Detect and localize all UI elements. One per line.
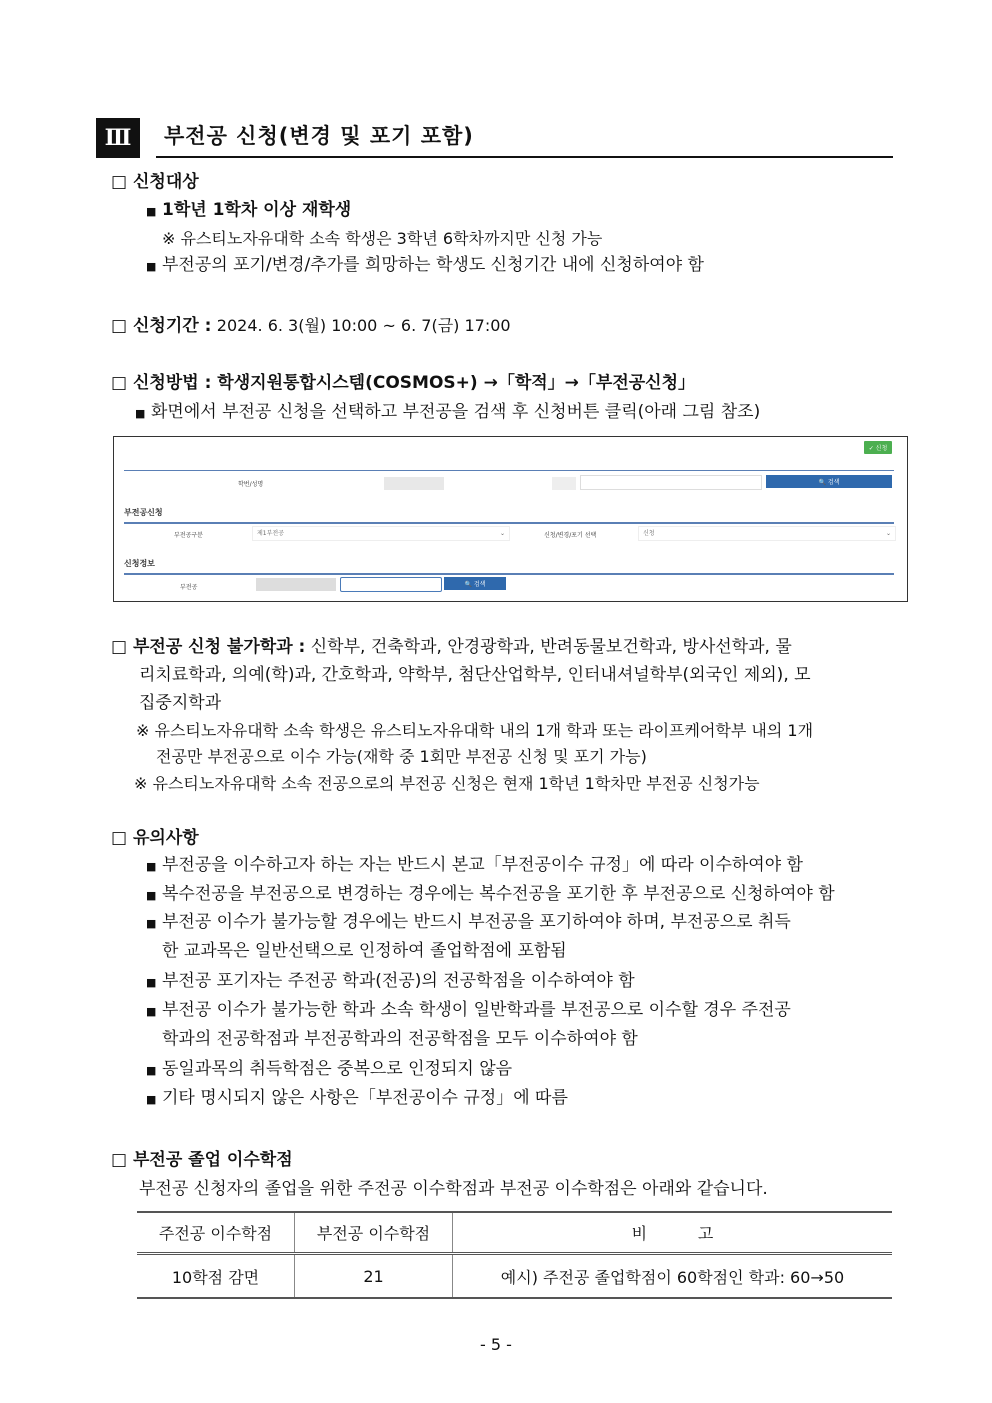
search-button[interactable]: 🔍 검색 — [766, 475, 892, 488]
panel-divider-1 — [124, 522, 894, 524]
minor-code-field[interactable] — [256, 578, 336, 591]
panel-minor-apply-title: 부전공신청 — [124, 508, 163, 517]
notes-item-3-cont: 한 교과목은 일반선택으로 인정하여 졸업학점에 포함됨 — [162, 941, 567, 961]
table-header: 부전공 이수학점 — [295, 1212, 453, 1254]
system-screenshot — [113, 436, 908, 602]
credits-heading: □ 부전공 졸업 이수학점 — [111, 1150, 293, 1170]
period-line: □ 신청기간 : 2024. 6. 3(월) 10:00 ~ 6. 7(금) 17:00 — [111, 316, 511, 336]
notes-item-7: ■ 기타 명시되지 않은 사항은「부전공이수 규정」에 따름 — [146, 1088, 568, 1108]
restricted-line-3: 집중지학과 — [139, 693, 222, 713]
page-number: - 5 - — [480, 1335, 512, 1354]
minor-type-select[interactable]: 제1부전공 ⌄ — [252, 526, 510, 541]
student-name-field[interactable] — [552, 477, 576, 490]
notes-item-3: ■ 부전공 이수가 불가능할 경우에는 반드시 부전공을 포기하여야 하며, 부전공으로 취득 — [146, 912, 791, 932]
restricted-line-1: □ 부전공 신청 불가학과 : 신학부, 건축학과, 안경광학과, 반려동물보건학과, 방사선학과, 물 — [111, 637, 792, 657]
top-divider — [124, 470, 894, 471]
method-bullet-1: ■ 화면에서 부전공 신청을 선택하고 부전공을 검색 후 신청버튼 클릭(아래 그림 참조) — [135, 402, 761, 422]
notes-item-4: ■ 부전공 포기자는 주전공 학과(전공)의 전공학점을 이수하여야 함 — [146, 971, 635, 991]
credits-table — [137, 1211, 892, 1299]
method-heading: □ 신청방법 : 학생지원통합시스템(COSMOS+) →「학적」→「부전공신청」 — [111, 373, 696, 393]
student-name-input[interactable] — [580, 475, 762, 490]
restricted-line-2: 리치료학과, 의예(학)과, 간호학과, 약학부, 첨단산업학부, 인터내셔널학부(외국인 제외), 모 — [139, 665, 811, 685]
table-header: 주전공 이수학점 — [137, 1212, 295, 1254]
student-id-label: 학번/성명 — [238, 481, 264, 488]
table-row — [137, 1254, 892, 1299]
table-cell: 예시) 주전공 졸업학점이 60학점인 학과: 60→50 — [453, 1254, 893, 1299]
table-cell: 10학점 감면 — [137, 1254, 295, 1299]
minor-label: 부전공 — [180, 584, 198, 591]
minor-search-input[interactable] — [340, 577, 442, 592]
notes-item-2: ■ 복수전공을 부전공으로 변경하는 경우에는 복수전공을 포기한 후 부전공으로 신청하여야 함 — [146, 884, 835, 904]
panel-divider-2 — [124, 573, 894, 575]
restricted-note-1b: 전공만 부전공으로 이수 가능(재학 중 1회만 부전공 신청 및 포기 가능) — [156, 747, 647, 766]
minor-search-button[interactable]: 🔍 검색 — [444, 577, 506, 590]
target-note-1: ※ 유스티노자유대학 소속 학생은 3학년 6학차까지만 신청 가능 — [162, 229, 603, 248]
notes-item-6: ■ 동일과목의 취득학점은 중복으로 인정되지 않음 — [146, 1059, 513, 1079]
notes-heading: □ 유의사항 — [111, 828, 199, 848]
apply-button[interactable]: ✓ 신청 — [864, 441, 892, 454]
notes-item-5-cont: 학과의 전공학점과 부전공학과의 전공학점을 모두 이수하여야 함 — [162, 1029, 638, 1049]
notes-item-1: ■ 부전공을 이수하고자 하는 자는 반드시 본교「부전공이수 규정」에 따라 이수하여야 함 — [146, 855, 803, 875]
minor-type-label: 부전공구분 — [174, 532, 203, 539]
restricted-note-2: ※ 유스티노자유대학 소속 전공으로의 부전공 신청은 현재 1학년 1학차만 부전공 신청가능 — [134, 774, 760, 793]
table-header-row — [137, 1212, 892, 1254]
target-bullet-1: ■ 1학년 1학차 이상 재학생 — [146, 200, 352, 220]
student-id-field[interactable] — [384, 477, 444, 490]
restricted-note-1a: ※ 유스티노자유대학 소속 학생은 유스티노자유대학 내의 1개 학과 또는 라이프케어학부 내의 1개 — [136, 721, 814, 740]
table-header: 비 고 — [453, 1212, 893, 1254]
credits-intro: 부전공 신청자의 졸업을 위한 주전공 이수학점과 부전공 이수학점은 아래와 같습니다. — [139, 1179, 768, 1199]
action-select[interactable]: 신청 ⌄ — [638, 526, 896, 541]
section-rule — [156, 156, 893, 158]
action-select-label: 신청/변경/포기 선택 — [544, 532, 597, 539]
target-heading: □ 신청대상 — [111, 172, 199, 192]
section-title: 부전공 신청(변경 및 포기 포함) — [164, 124, 474, 148]
section-numeral: Ⅲ — [96, 118, 140, 158]
target-bullet-2: ■ 부전공의 포기/변경/추가를 희망하는 학생도 신청기간 내에 신청하여야 함 — [146, 255, 704, 275]
panel-info-title: 신청정보 — [124, 559, 155, 568]
table-cell: 21 — [295, 1254, 453, 1299]
notes-item-5: ■ 부전공 이수가 불가능한 학과 소속 학생이 일반학과를 부전공으로 이수할 경우 주전공 — [146, 1000, 791, 1020]
